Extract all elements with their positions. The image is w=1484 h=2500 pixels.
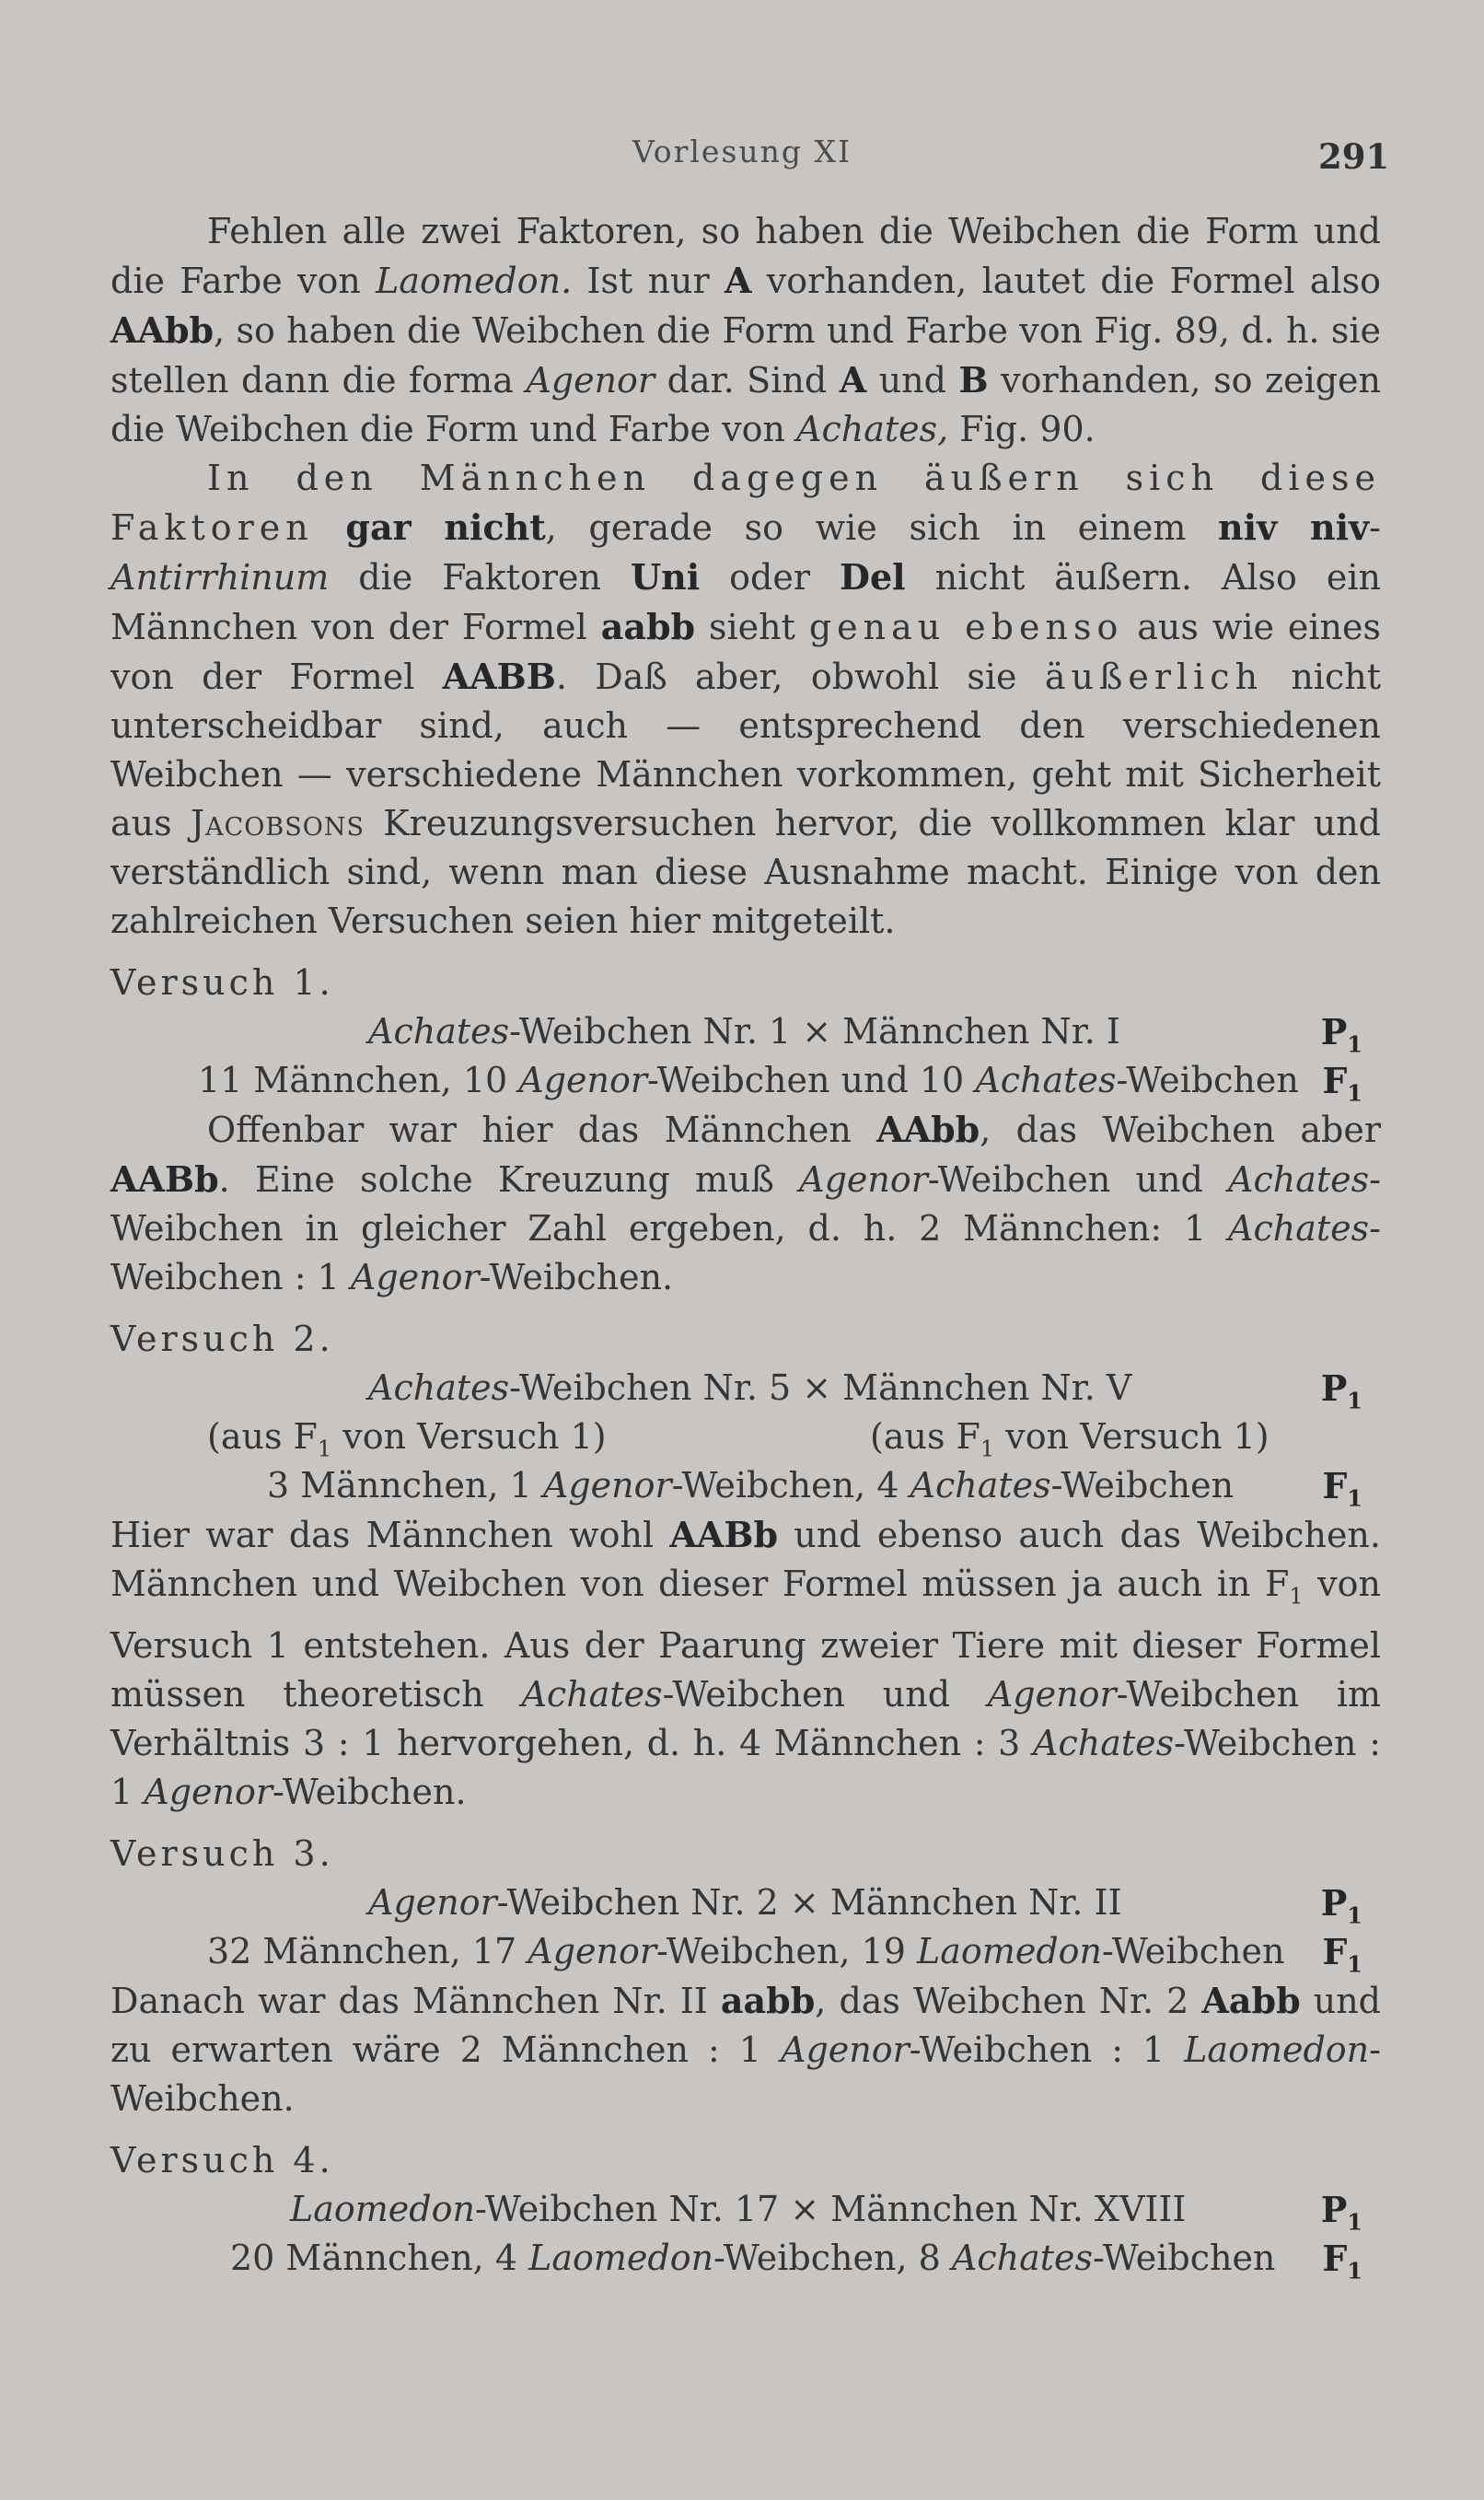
versuch-4-heading: Versuch 4. bbox=[110, 2139, 334, 2180]
page-number bbox=[1318, 136, 1389, 177]
generation-mark: $P_1$ bbox=[1320, 2188, 1362, 2236]
page-number-text: 291 bbox=[1318, 136, 1390, 177]
paragraph-1: Fehlen alle zwei Faktoren, so haben die Weibchen die Form und die Farbe von Laomedon. Ist nur A vorhanden, lautet die Formel also AAbb, so haben die Weibchen die Form und Farbe von Fig. 89, d. h. sie stellen dann die forma Agenor dar. Sind A und B vorhanden, so zeigen die Weibchen die Form und Farbe von Achates, Fig. 90. bbox=[110, 211, 1382, 449]
generation-mark: $F_1$ bbox=[1322, 1465, 1362, 1512]
versuch-1-result: 11 Männchen, 10 Agenor-Weibchen und 10 Achates-Weibchen $F_1$ bbox=[110, 1056, 1381, 1105]
generation-mark: $P_1$ bbox=[1320, 1011, 1362, 1058]
versuch-3-discussion: Danach war das Männchen Nr. II aabb, das Weibchen Nr. 2 Aabb und zu erwarten wäre 2 Männchen : 1 Agenor-Weibchen : 1 Laomedon-Weibchen. bbox=[110, 1979, 1381, 2119]
body-text bbox=[110, 207, 1381, 2283]
running-head: Vorlesung XI bbox=[632, 134, 852, 169]
versuch-4-cross: Laomedon-Weibchen Nr. 17 × Männchen Nr. XVIII $P_1$ bbox=[110, 2185, 1381, 2234]
versuch-3-result: 32 Männchen, 17 Agenor-Weibchen, 19 Laomedon-Weibchen $F_1$ bbox=[110, 1927, 1381, 1976]
versuch-1-discussion: Offenbar war hier das Männchen AAbb, das Weibchen aber AABb. Eine solche Kreuzung muß Agenor-Weibchen und Achates-Weibchen in gleicher Zahl ergeben, d. h. 2 Männchen: 1 Achates-Weibchen : 1 Agenor-Weibchen. bbox=[110, 1109, 1381, 1297]
versuch-2-origin: (aus $F_1$ von Versuch 1) (aus $F_1$ von Versuch 1) bbox=[207, 1416, 1270, 1462]
paragraph-2: In den Männchen dagegen äußern sich diese Faktoren gar nicht, gerade so wie sich in einem niv niv-Antirrhinum die Faktoren Uni oder Del nicht äußern. Also ein Männchen von der Formel aabb sieht genau ebenso aus wie eines von der Formel AABB. Daß aber, obwohl sie äußerlich nicht unterscheidbar sind, auch — entsprechend den verschiedenen Weibchen — verschiedene Männchen vorkommen, geht mit Sicherheit aus Jacobsons Kreuzungsversuchen hervor, die vollkommen klar und verständlich sind, wenn man diese Ausnahme macht. Einige von den zahlreichen Versuchen seien hier mitgeteilt. bbox=[110, 458, 1382, 941]
versuch-3-heading: Versuch 3. bbox=[110, 1832, 334, 1874]
generation-mark: $P_1$ bbox=[1320, 1881, 1362, 1929]
versuch-2-discussion: Hier war das Männchen wohl AABb und ebenso auch das Weibchen. Männchen und Weibchen von dieser Formel müssen ja auch in $F_1$ von Versuch 1 entstehen. Aus der Paarung zweier Tiere mit dieser Formel müssen theoretisch Achates-Weibchen und Agenor-Weibchen im Verhältnis 3 : 1 hervorgehen, d. h. 4 Männchen : 3 Achates-Weibchen : 1 Agenor-Weibchen. bbox=[110, 1514, 1382, 1812]
generation-mark: $F_1$ bbox=[1322, 2237, 1362, 2285]
versuch-3-cross: Agenor-Weibchen Nr. 2 × Männchen Nr. II $P_1$ bbox=[110, 1878, 1381, 1927]
versuch-1-heading: Versuch 1. bbox=[110, 962, 334, 1003]
versuch-4-result: 20 Männchen, 4 Laomedon-Weibchen, 8 Achates-Weibchen $F_1$ bbox=[110, 2234, 1381, 2283]
versuch-2-cross: Achates-Weibchen Nr. 5 × Männchen Nr. V $P_1$ bbox=[110, 1364, 1381, 1413]
versuch-2-result: 3 Männchen, 1 Agenor-Weibchen, 4 Achates-Weibchen $F_1$ bbox=[110, 1461, 1381, 1510]
versuch-1-cross: Achates-Weibchen Nr. 1 × Männchen Nr. I $P_1$ bbox=[110, 1007, 1381, 1056]
generation-mark: $F_1$ bbox=[1322, 1060, 1362, 1107]
versuch-2-heading: Versuch 2. bbox=[110, 1319, 334, 1359]
generation-mark: $F_1$ bbox=[1322, 1930, 1362, 1978]
generation-mark: $P_1$ bbox=[1320, 1367, 1362, 1414]
